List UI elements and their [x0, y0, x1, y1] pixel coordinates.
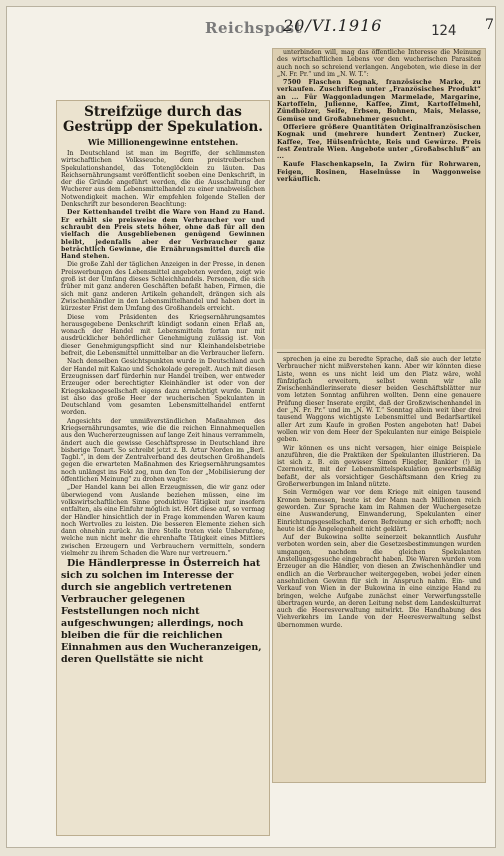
article-paragraph: Diese vom Präsidenten des Kriegsernährungsamtes herausgegebene Denkschrift kündigt sodann einen Erlaß an, wonach der Handel mit Lebensmitteln fortan nur mit ausdrücklicher behördlicher Genehmigung zulässig ist. Von dieser Genehmigungspflicht sind nur Kleinhandelsbetriebe befreit, die Lebensmittel unmittelbar an die Verbraucher liefern. — [61, 313, 265, 358]
handwritten-date: 20/VI.1916 — [283, 16, 383, 35]
article-paragraph: In Deutschland ist man im Begriffe, der schlimmsten wirtschaftlichen Volksseuche, dem preistreiberischen Spekulationshandel, das Totenglöcklein zu läuten. Das Reichsernährungsamt veröffentlicht soeben eine Denkschrift, in der die Gründe angeführt werden, die die Ausschaltung der Wucherer aus dem Lebensmittelhandel zu einer unabweislichen Notwendigkeit machen. Wir empfehlen folgende Stellen der Denkschrift zur besonderen Beachtung: — [61, 150, 265, 209]
article-subheadline: Wie Millionengewinne entstehen. — [87, 137, 239, 147]
column-divider — [277, 352, 481, 353]
article-paragraph: unterbinden will, mag das öffentliche Interesse die Meinung des wirtschaftlichen Lebens vor den wucherischen Parasiten auch noch so schreiend verlangen. Angeboten, wie diese in der „N. Fr. Pr.“ und im „N. W. T.“: — [277, 49, 481, 78]
clipping-right-column — [272, 48, 486, 783]
newspaper-name: Reichspost — [205, 19, 303, 37]
advertisement-quotes-block — [273, 49, 485, 349]
article-paragraph: „Der Handel kann bei allen Erzeugnissen, die wir ganz oder überwiegend vom Auslande beziehen müssen, eine im volkswirtschaftlichen Sinne produktive Tätigkeit nur insofern entfalten, als eine Einfuhr möglich ist. Hört diese auf, so vermag der Händler hinsichtlich der in Frage kommenden Waren kaum noch Wertvolles zu leisten. Die besseren Elemente ziehen sich dann ohnehin zurück. An ihre Stelle treten viele Unberufene, welche nun nicht mehr die ehrenhafte Tätigkeit eines Mittlers zwischen Erzeugern und Verbrauchern vermitteln, sondern vielmehr zu ihrem Schaden die Ware nur vertreuern.“ — [61, 484, 265, 558]
article-paragraph: sprechen ja eine zu beredte Sprache, daß sie auch der letzte Verbraucher nicht mißverstehen kann. Aber wir könnten diese Liste, wenn es uns nicht leid um den Platz wäre, wohl fünfzigfach erweitern, selbst wenn wir alle Zwischenhändlerinserate dieser beiden Geschäftsblätter nur vom letzten Sonntag anführen wollten. Denn eine genauere Prüfung dieser Inserate ergibt, daß der Großzwischenhandel in der „N. Fr. Pr.“ und im „N. W. T.“ Sonntag allein weit über drei tausend Waggons wichtigste Lebensmittel und Bedarfsartikel aller Art zum Kaufe in großen Posten angeboten hat! Dabei wollen wir von dem Heer der Spekulanten nur einige Beispiele geben. — [277, 356, 481, 444]
article-paragraph: Wir können es uns nicht versagen, hier einige Beispiele anzuführen, die die Praktiken der Spekulanten illustrieren. Da ist sich z. B. ein gewisser Simon Fliegler, Bankier (!) in Czernowitz, mit der Lebensmittelspekulation gewerbsmäßig befaßt, der als vorsichtiger Geschäftsmann den Krieg zu Großerwerbungen im Inland nützte. — [277, 444, 481, 489]
article-paragraph: Sein Vermögen war vor dem Kriege mit einigen tausend Kronen bemessen, heute ist der Mann nach Millionen reich geworden. Zur Sprache kam im Rahmen der Wuchergesetze eine Auswanderung, Einwanderung, Spekulanten einer Einrichtungsgesellschaft, deren Befreiung er sich erhofft; noch heute ist die Angelegenheit nicht geklärt. — [277, 489, 481, 533]
article-paragraph: Angesichts der unmißverständlichen Maßnahmen des Kriegsernährungsamtes, wie die die reichen Einnahmequellen aus den Wuchererzeugnissen auf lange Zeit hinaus verrammeln, ändert auch die gewisse Geschäftspresse in Deutschland ihre bisherige Tonart. So schreibt jetzt z. B. Artur Norden im „Berl. Tagbl.“, in dem der Zentralverband des deutschen Großhandels gegen die erwarteten Maßnahmen des Kriegsernährungsamtes noch unlängst ins Feld zog, nun den Ton der „Mobilisierung der öffentlichen Meinung“ zu drohen wagte: — [61, 417, 265, 484]
article-paragraph: Der Kettenhandel treibt die Ware von Hand zu Hand. Er erhält sie preisweise dem Verbraucher vor und schraubt den Preis stets höher, ohne daß für all den vielfach die Ausgebliebenen genügend Gewinnen bleibt, jedenfalls aber der Verbraucher ganz beträchtlich Gewinne, die Ernährungsmittel durch die Hand stehen. — [61, 209, 265, 261]
page-number: 124 — [431, 23, 457, 39]
article-paragraph: Die große Zahl der täglichen Anzeigen in der Presse, in denen Preiswerbungen des Lebensmittel angeboten werden, zeigt wie groß ist der Umfang dieses Schleichhandels. Personen, die sich früher mit ganz anderen Geschäften befaßt haben, Firmen, die sich mit ganz anderen Artikeln gehandelt, drängen sich als Zwischenhändler in den Lebensmittelhandel und haben dort in kürzester Frist dem Umfang des Großhandels erreicht. — [61, 261, 265, 313]
article-paragraph: Auf der Bukowina sollte seinerzeit bekanntlich Ausfuhr verboten worden sein, aber die Gesetzesbestimmungen wurden umgangen, nachdem die gleichen Spekulanten Anstellungsgesuche eingebracht haben. Die Waren wurden vom Erzeuger an die Händler, von diesen an Zwischenhändler und endlich an die Verbraucher weitergegeben, wobei jeder einen ansehnlichen Gewinn für sich in Anspruch nahm. Ein- und Verkauf von Wien in der Bukowina in eine einzige Hand zu bringen, welche Aufgabe zunächst einer Verwerfungsstelle übertragen wurde, an deren Leitung nebst dem Landeskulturrat auch die Heeresverwaltung mitwirkt. Die Handhabung des Viehverkehrs im Lande von der Heeresverwaltung selbst übernommen wurde. — [277, 534, 481, 629]
article-paragraph: Nach denselben Gesichtspunkten wurde in Deutschland auch der Handel mit Kakao und Schokolade geregelt. Auch mit diesen Erzeugnissen darf fürderhin nur Handel treiben, wer entweder Erzeuger oder berechtigter Kleinhändler ist oder von der Kriegskakaogesellschaft eigens dazu ermächtigt wurde. Damit ist also das große Heer der wucherischen Spekulanten in Deutschland vom gesamten Lebensmittelhandel entfernt worden. — [61, 358, 265, 417]
clipping-left-column — [56, 100, 270, 836]
advertisement-quote: Offeriere größere Quantitäten Originalfranzösischen Kognak und (mehrere hundert Zentner) Zucker, Kaffee, Tee, Hülsenfrüchte, Reis und Gewürze. Preis fest Zentrale Wien. Angebote unter „Großabschluß“ an ... — [277, 123, 481, 161]
advertisement-quote: 7500 Flaschen Kognak, französische Marke, zu verkaufen. Zuschriften unter „Französisches Produkt“ an ... Für Waggonladungen Marmelade, Margarine, Kartoffeln, Julienne, Kaffee, Zimt, Kartoffelmehl, Zündhölzer, Seife, Erbsen, Bohnen, Mais, Melasse, Gemüse und Großabnehmer gesucht. — [277, 79, 481, 123]
article-paragraph: Die Händlerpresse in Österreich hat sich zu solchen im Interesse der durch sie angeblich vertretenen Verbraucher gelegenen Feststellungen noch nicht aufgeschwungen; allerdings, noch bleiben die für die reichlichen Einnahmen aus den Wucheranzeigen, deren Quellstätte sie nicht — [61, 558, 262, 666]
archive-number: 7 — [485, 17, 494, 33]
advertisement-quote: Kaufe Flaschenkapseln, Ia Zwirn für Rohrwaren, Feigen, Rosinen, Haselnüsse in Waggonweise verkäuflich. — [277, 161, 481, 184]
article-headline: Streifzüge durch das Gestrüpp der Spekulation. — [62, 104, 263, 135]
